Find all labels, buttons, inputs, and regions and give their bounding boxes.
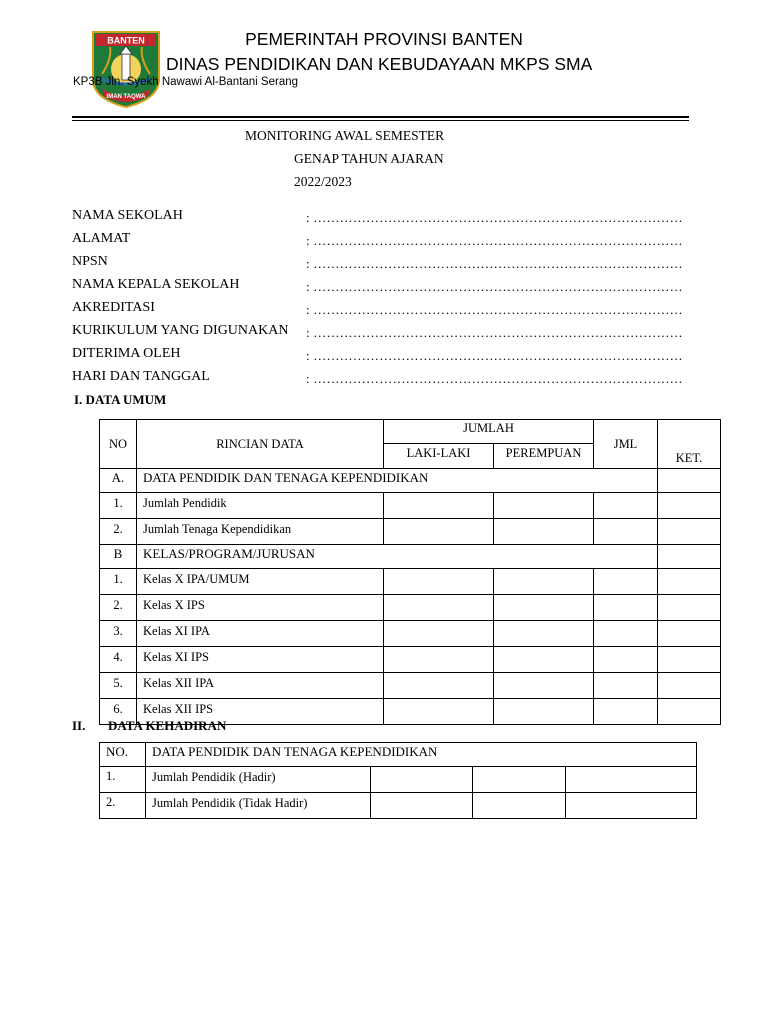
cell-value [371, 767, 473, 793]
row-label: Jumlah Pendidik (Hadir) [146, 767, 371, 793]
field-label-kurikulum: KURIKULUM YANG DIGUNAKAN [72, 323, 289, 338]
group-b-label: KELAS/PROGRAM/JURUSAN [137, 545, 658, 569]
row-label: Kelas XII IPS [137, 699, 384, 725]
field-label-alamat: ALAMAT [72, 231, 131, 246]
field-dots-kurikulum: : ………………………………………………………………………… [306, 325, 683, 340]
field-label-hari-tanggal: HARI DAN TANGGAL [72, 369, 210, 384]
cell-perempuan [494, 493, 594, 519]
cell-perempuan [494, 699, 594, 725]
table-row [100, 621, 721, 647]
cell-ket [658, 493, 721, 519]
header-jml: JML [594, 420, 658, 469]
cell-ket [658, 699, 721, 725]
field-label-diterima-oleh: DITERIMA OLEH [72, 346, 181, 361]
row-number: 4. [100, 647, 137, 673]
group-b-ket [658, 545, 721, 569]
header-no: NO. [100, 743, 146, 767]
letterhead-rule-thick [72, 116, 689, 118]
row-label: Jumlah Tenaga Kependidikan [137, 519, 384, 545]
header-perempuan: PEREMPUAN [494, 444, 594, 469]
cell-laki-laki [384, 493, 494, 519]
field-dots-akreditasi: : ………………………………………………………………………… [306, 302, 683, 317]
row-label: Kelas X IPS [137, 595, 384, 621]
row-number: 2. [100, 519, 137, 545]
header-laki-laki: LAKI-LAKI [384, 444, 494, 469]
cell-jml [594, 647, 658, 673]
table-row [100, 647, 721, 673]
letterhead-rule-thin [72, 120, 689, 121]
cell-perempuan [494, 647, 594, 673]
header-jumlah: JUMLAH [384, 420, 594, 444]
row-label: Jumlah Pendidik [137, 493, 384, 519]
header-no: NO [100, 420, 137, 469]
group-row-b [100, 545, 721, 569]
table-row [100, 493, 721, 519]
cell-value [566, 767, 697, 793]
cell-laki-laki [384, 595, 494, 621]
cell-perempuan [494, 519, 594, 545]
row-number: 2. [100, 793, 146, 819]
row-label: Kelas XI IPS [137, 647, 384, 673]
field-dots-alamat: : ………………………………………………………………………… [306, 233, 683, 248]
cell-laki-laki [384, 621, 494, 647]
group-a-letter: A. [100, 469, 137, 493]
cell-ket [658, 569, 721, 595]
row-number: 2. [100, 595, 137, 621]
cell-jml [594, 699, 658, 725]
field-label-akreditasi: AKREDITASI [72, 300, 155, 315]
table-row [100, 595, 721, 621]
header-data-pendidik: DATA PENDIDIK DAN TENAGA KEPENDIDIKAN [146, 743, 697, 767]
group-a-ket [658, 469, 721, 493]
row-number: 1. [100, 569, 137, 595]
letterhead-line1: PEMERINTAH PROVINSI BANTEN [245, 29, 523, 49]
cell-value [566, 793, 697, 819]
row-number: 1. [100, 767, 146, 793]
table-row [100, 519, 721, 545]
cell-perempuan [494, 621, 594, 647]
cell-ket [658, 647, 721, 673]
cell-perempuan [494, 673, 594, 699]
data-umum-table [99, 419, 721, 725]
data-kehadiran-table [99, 742, 697, 819]
table-row [100, 793, 697, 819]
table-row [100, 569, 721, 595]
header-rincian-data: RINCIAN DATA [137, 420, 384, 469]
row-label: Kelas X IPA/UMUM [137, 569, 384, 595]
doc-title-line2: GENAP TAHUN AJARAN [294, 151, 444, 166]
group-b-letter: B [100, 545, 137, 569]
row-number: 3. [100, 621, 137, 647]
cell-laki-laki [384, 699, 494, 725]
field-dots-hari-tanggal: : ………………………………………………………………………… [306, 371, 683, 386]
cell-ket [658, 519, 721, 545]
cell-laki-laki [384, 647, 494, 673]
field-dots-kepala-sekolah: : ………………………………………………………………………… [306, 279, 683, 294]
field-dots-diterima-oleh: : ………………………………………………………………………… [306, 348, 683, 363]
cell-jml [594, 519, 658, 545]
cell-jml [594, 673, 658, 699]
section-1-title: I. DATA UMUM [74, 392, 167, 407]
cell-jml [594, 493, 658, 519]
section-2-number: II. [72, 718, 86, 733]
cell-ket [658, 595, 721, 621]
letterhead-address: KP3B Jln. Syekh Nawawi Al-Bantani Serang [73, 76, 299, 88]
cell-value [473, 793, 566, 819]
doc-title-line1: MONITORING AWAL SEMESTER [245, 128, 445, 143]
section-2-title: DATA KEHADIRAN [108, 718, 227, 733]
cell-laki-laki [384, 519, 494, 545]
row-label: Jumlah Pendidik (Tidak Hadir) [146, 793, 371, 819]
cell-perempuan [494, 595, 594, 621]
cell-jml [594, 621, 658, 647]
field-label-kepala-sekolah: NAMA KEPALA SEKOLAH [72, 277, 240, 292]
header-ket: KET. [658, 420, 721, 469]
row-number: 1. [100, 493, 137, 519]
row-number: 6. [100, 699, 137, 725]
group-a-label: DATA PENDIDIK DAN TENAGA KEPENDIDIKAN [137, 469, 658, 493]
field-dots-npsn: : ………………………………………………………………………… [306, 256, 683, 271]
field-label-npsn: NPSN [72, 254, 108, 269]
field-dots-nama-sekolah: : ………………………………………………………………………… [306, 210, 683, 225]
table-row [100, 673, 721, 699]
cell-laki-laki [384, 569, 494, 595]
doc-title-year: 2022/2023 [294, 174, 352, 189]
row-label: Kelas XI IPA [137, 621, 384, 647]
cell-value [473, 767, 566, 793]
logo-bottom-text: IMAN TAQWA [106, 94, 146, 100]
cell-jml [594, 569, 658, 595]
row-number: 5. [100, 673, 137, 699]
cell-value [371, 793, 473, 819]
table-row [100, 767, 697, 793]
row-label: Kelas XII IPA [137, 673, 384, 699]
cell-ket [658, 673, 721, 699]
logo-top-text: BANTEN [107, 35, 145, 46]
letterhead-line2: DINAS PENDIDIKAN DAN KEBUDAYAAN MKPS SMA [166, 54, 593, 74]
field-label-nama-sekolah: NAMA SEKOLAH [72, 208, 183, 223]
cell-jml [594, 595, 658, 621]
cell-perempuan [494, 569, 594, 595]
group-row-a [100, 469, 721, 493]
cell-ket [658, 621, 721, 647]
cell-laki-laki [384, 673, 494, 699]
